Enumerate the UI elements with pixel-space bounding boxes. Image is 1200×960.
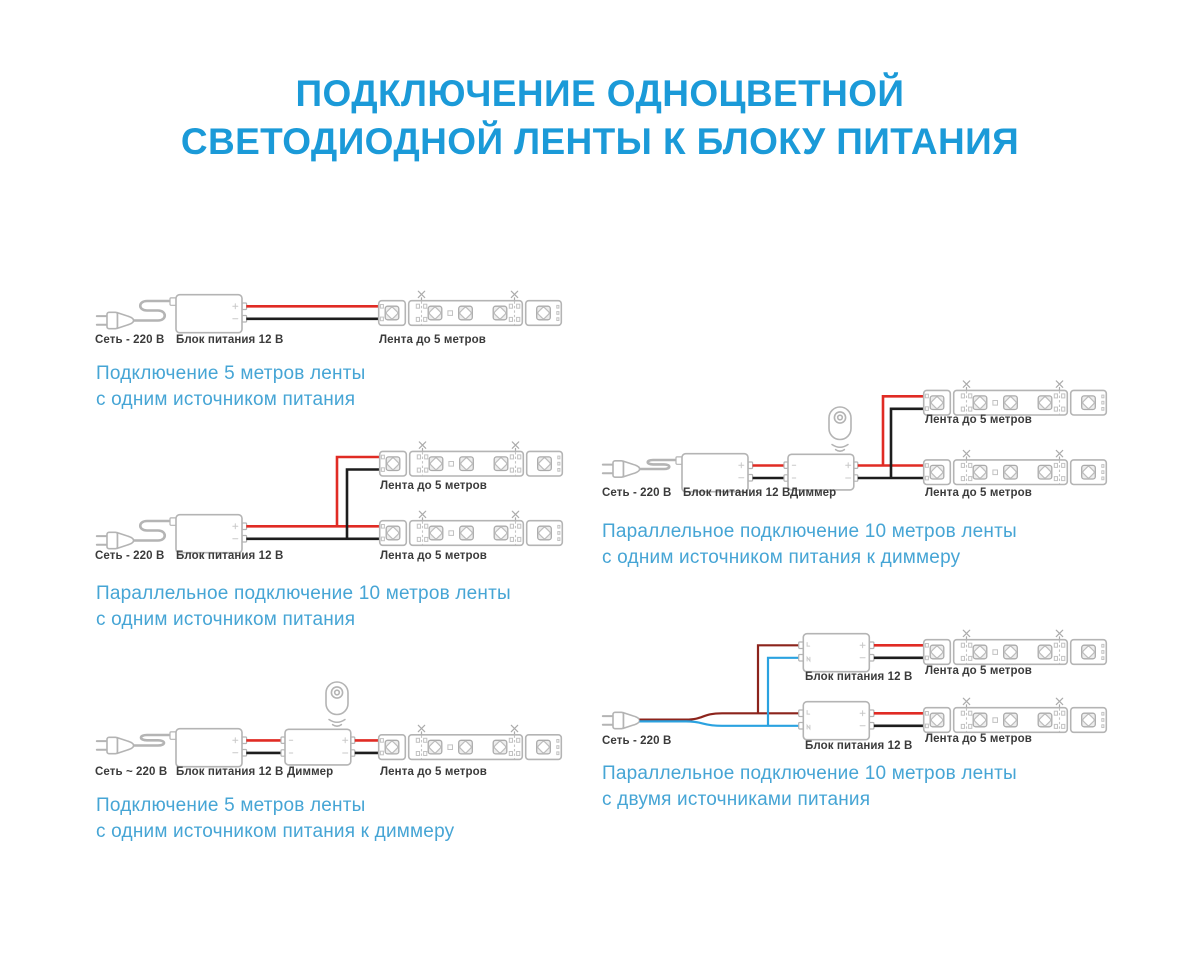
- d4-dimmer-label: Диммер: [790, 487, 837, 499]
- d1-strip-label: Лента до 5 метров: [379, 334, 486, 346]
- page-title-line-2: СВЕТОДИОДНОЙ ЛЕНТЫ К БЛОКУ ПИТАНИЯ: [180, 121, 1020, 162]
- d3-dimmer-label: Диммер: [287, 766, 334, 778]
- d3-strip-label: Лента до 5 метров: [380, 766, 487, 778]
- dimmer-icon: [784, 454, 858, 490]
- psu-icon: [170, 295, 247, 333]
- d4-mains-label: Сеть - 220 В: [602, 487, 672, 499]
- d5-caption-line-2: с двумя источниками питания: [602, 789, 871, 810]
- mains-plug-icon: [97, 737, 134, 753]
- led-strip-icon: [379, 725, 562, 759]
- mains-plug-icon: [97, 312, 134, 328]
- wire-negative-branches: [858, 409, 924, 478]
- d5-psu-bottom-label: Блок питания 12 В: [805, 740, 913, 752]
- d5-caption: [602, 761, 1017, 813]
- d5-strip-bottom-label: Лента до 5 метров: [925, 733, 1032, 745]
- d2-strip-top-label: Лента до 5 метров: [380, 480, 487, 492]
- d1-caption-line-2: с одним источником питания: [96, 389, 356, 410]
- dimmer-icon: [281, 729, 355, 765]
- power-cable: [640, 460, 677, 469]
- psu-bottom-icon: [799, 702, 874, 740]
- wire-live: [640, 645, 799, 719]
- d2-caption-line-2: с одним источником питания: [96, 609, 356, 630]
- d3-caption: [96, 793, 454, 845]
- mains-plug-icon: [603, 712, 640, 728]
- d3-mains-label: Сеть ~ 220 В: [95, 766, 168, 778]
- mains-plug-icon: [97, 532, 134, 548]
- d4-psu-label: Блок питания 12 В: [683, 487, 791, 499]
- d4-strip-top-label: Лента до 5 метров: [925, 414, 1032, 426]
- d1-caption: [96, 361, 366, 413]
- d5-strip-top-label: Лента до 5 метров: [925, 665, 1032, 677]
- d4-caption: [602, 519, 1017, 571]
- page-title-line-1: ПОДКЛЮЧЕНИЕ ОДНОЦВЕТНОЙ: [295, 73, 905, 114]
- d3-psu-label: Блок питания 12 В: [176, 766, 284, 778]
- diagram-4-graphics: [603, 381, 1107, 492]
- wire-neutral: [640, 658, 799, 726]
- led-strip-bottom-icon: [924, 698, 1107, 732]
- d3-caption-line-2: с одним источником питания к диммеру: [96, 821, 455, 842]
- power-cable: [134, 521, 171, 541]
- d1-caption-line-1: Подключение 5 метров ленты: [96, 363, 366, 384]
- page-title: [0, 70, 1200, 166]
- led-strip-top-icon: [380, 442, 563, 476]
- diagram-2-graphics: [97, 442, 563, 553]
- d5-mains-label: Сеть - 220 В: [602, 735, 672, 747]
- remote-control-icon: [326, 682, 348, 726]
- d2-mains-label: Сеть - 220 В: [95, 550, 165, 562]
- d5-psu-top-label: Блок питания 12 В: [805, 671, 913, 683]
- diagram-3-graphics: [97, 682, 562, 767]
- led-strip-top-icon: [924, 630, 1107, 664]
- d2-strip-bottom-label: Лента до 5 метров: [380, 550, 487, 562]
- d3-caption-line-1: Подключение 5 метров ленты: [96, 795, 366, 816]
- d4-caption-line-1: Параллельное подключение 10 метров ленты: [602, 521, 1017, 542]
- psu-icon: [170, 729, 247, 767]
- psu-icon: [676, 454, 753, 492]
- led-strip-icon: [379, 291, 562, 325]
- d2-caption: [96, 581, 511, 633]
- d4-strip-bottom-label: Лента до 5 метров: [925, 487, 1032, 499]
- wire-positive: [246, 457, 380, 526]
- led-strip-top-icon: [924, 381, 1107, 415]
- led-strip-bottom-icon: [380, 511, 563, 545]
- d5-caption-line-1: Параллельное подключение 10 метров ленты: [602, 763, 1017, 784]
- d4-caption-line-2: с одним источником питания к диммеру: [602, 547, 961, 568]
- power-cable: [134, 301, 171, 321]
- mains-plug-icon: [603, 461, 640, 477]
- power-cable: [134, 735, 171, 746]
- d1-psu-label: Блок питания 12 В: [176, 334, 284, 346]
- psu-top-icon: [799, 634, 874, 672]
- psu-icon: [170, 515, 247, 553]
- d2-caption-line-1: Параллельное подключение 10 метров ленты: [96, 583, 511, 604]
- led-strip-bottom-icon: [924, 450, 1107, 484]
- d1-mains-label: Сеть - 220 В: [95, 334, 165, 346]
- wire-negative: [246, 470, 380, 539]
- remote-control-icon: [829, 407, 851, 451]
- diagram-5-graphics: [603, 630, 1107, 740]
- d2-psu-label: Блок питания 12 В: [176, 550, 284, 562]
- diagram-1-graphics: [97, 291, 562, 333]
